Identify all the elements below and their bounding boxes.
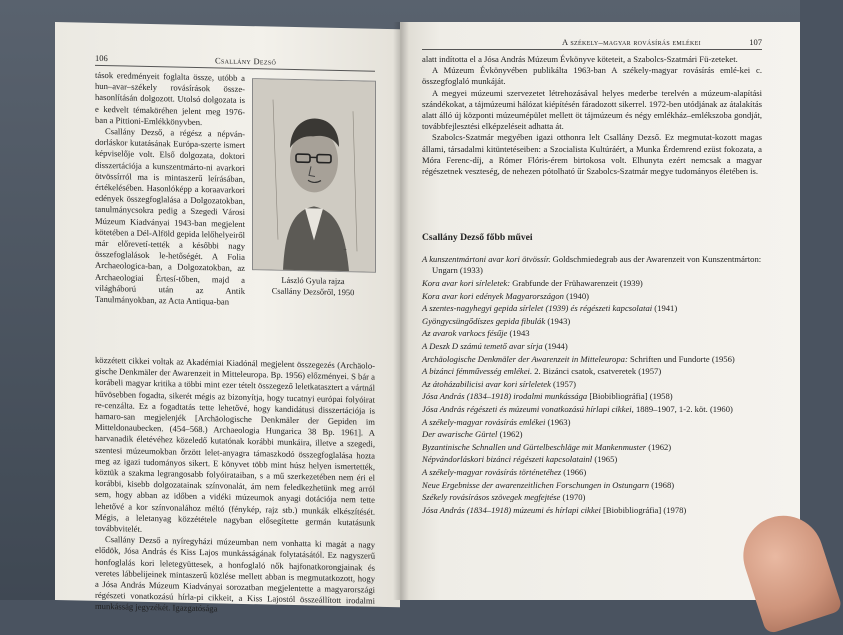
work-details: [Biobibliográfia] (1958) bbox=[587, 391, 672, 401]
works-list-item bbox=[422, 442, 767, 453]
works-list-item bbox=[422, 505, 767, 516]
portrait-drawing bbox=[252, 78, 376, 273]
work-title: Gyöngycsüngődíszes gepida fibulák bbox=[422, 316, 545, 326]
paragraph: közzétett cikkei voltak az Akadémiai Kiadónál megjelent összegezés (Archäolo-gische Denkmäler der Awarenzeit in Mitteleuropa. Bp. 1956) előzményei. S bár a korábeli magyar kritika a többi mint ezer tételt összegező leletkatasztert a vártnál hűvösebben fogadta, sikerét mégis az bizonyítja, hogy tucatnyi európai folyóirat re-cenzálta. Ez a fogadtatás tette lehetővé, hogy kandidátusi disszertációja is hamaro-san megjelenjék [Archäologische Denkmäler der Gepiden im Mitteldonaubecken. (454–568.) Archaeologia Hungarica 38 Bp. 1961]. A harvanadik életévéhez közeledő kutatónak korábbi munkáira, illetve a szegedi, szentesi múzeumokban őrzött lelet-anyagra támaszkodó összegfoglalása hozta meg az igazi tudományos sikert. E könyvet több mint húsz helyen ismertették, köztük a szakma legrangosabb folyóirataiban, s a mű szerkezetében nem éri el korábbi, kisebb dolgozatainak színvonalát, ám nem feledkezhetünk meg arról sem, hogy abban az időben a vidéki múzeumok anyagi dotációja nem tette lehetővé a kor színvonalához méltó (fénykép, rajz stb.) munkák elkészítését. Mégis, a leletanyag közzététele nagyban elősegítette germán kutatásunk továbbvitelét. bbox=[95, 355, 375, 540]
svg-text:~: ~ bbox=[343, 247, 347, 253]
work-details: (1963) bbox=[545, 417, 570, 427]
work-details: (1968) bbox=[649, 480, 674, 490]
works-list-item bbox=[422, 404, 767, 415]
work-details: (1965) bbox=[592, 454, 617, 464]
work-title: Jósa András (1834–1918) irodalmi munkássága bbox=[422, 391, 587, 401]
works-list-item bbox=[422, 417, 767, 428]
work-details: (1944) bbox=[543, 341, 568, 351]
work-details: Goldschmiedegrab aus der Awarenzeit von Kunszentmárton: Ungarn (1933) bbox=[432, 254, 761, 275]
works-list-item bbox=[422, 316, 767, 327]
paragraph: tások eredményeit foglalta össze, utóbb a hun–avar–székely rovásírások össze-hasonlításán dolgozott. Utolsó dolgozata is e kedvelt témaköréhen jelent meg 1976-ban a Pittioni-Emlékkönyvben. bbox=[95, 70, 245, 129]
work-title: A bizánci fémművesség emlékei. bbox=[422, 366, 532, 376]
work-details: (1943 bbox=[507, 328, 529, 338]
work-title: Székely rovásírásos szövegek megfejtése bbox=[422, 492, 560, 502]
work-title: Kora avar kori edények Magyarországon bbox=[422, 291, 564, 301]
works-list-item bbox=[422, 480, 767, 491]
work-details: (1940) bbox=[564, 291, 589, 301]
right-page bbox=[400, 22, 800, 600]
book-gutter bbox=[393, 22, 409, 600]
right-running-head: A székely–magyar rovásírás emlékei bbox=[562, 37, 701, 47]
paragraph: A megyei múzeumi szervezetet létrehozásával helyes mederbe terelvén a múzeum-alapítási szándékokat, a tájmúzeumi hálózat kiépítésén fáradozott sikerrel. 1972-ben utódjának az átalakítás alatt álló új központi múzeumépület mellett öt tájmúzeum és négy emlékház–emlékszoba gondját, továbbfejlesztési elképzeléseit adhatta át. bbox=[422, 88, 762, 133]
works-list-item bbox=[422, 278, 767, 289]
work-title: Az avarok varkocs fésűje bbox=[422, 328, 507, 338]
works-list-item bbox=[422, 454, 767, 465]
works-list-item bbox=[422, 429, 767, 440]
right-page-number: 107 bbox=[749, 37, 762, 47]
work-details: Schriften und Fundorte (1956) bbox=[628, 354, 735, 364]
right-page-header bbox=[422, 37, 762, 50]
work-title: Az átoházabilicisi avar kori sírleletek bbox=[422, 379, 551, 389]
works-list-item bbox=[422, 303, 767, 314]
paragraph: alatt indította el a Jósa András Múzeum Évkönyve köteteit, a Szabolcs-Szatmári Fü-zeteket. bbox=[422, 54, 762, 65]
work-title: Jósa András (1834–1918) múzeumi és hírlapi cikkei bbox=[422, 505, 601, 515]
left-column-text bbox=[95, 70, 245, 308]
works-list-item bbox=[422, 366, 767, 377]
work-title: A székely-magyar rovásírás történetéhez bbox=[422, 467, 561, 477]
works-list-item bbox=[422, 341, 767, 352]
works-list-item bbox=[422, 354, 767, 365]
work-title: Byzantinische Schnallen und Gürtelbeschläge mit Mankenmuster bbox=[422, 442, 646, 452]
left-page-number: 106 bbox=[95, 53, 108, 63]
works-list-item bbox=[422, 492, 767, 503]
left-page bbox=[55, 22, 400, 607]
works-section-title: Csallány Dezső főbb művei bbox=[422, 232, 762, 243]
left-page-header bbox=[95, 53, 375, 72]
portrait-caption bbox=[247, 274, 379, 299]
paragraph: Csallány Dezső, a régész a népván-dorláskor kutatásának Európa-szerte ismert képviselője volt. Első dolgozata, doktori disszertációja a kunszentmárto-ni avarkori ötvössírról ma is mintaszerű leírásában, értékelésében. Hasonlóképp a koraavarkori edények összegfoglalása a Dolgozatokban, tanulmánycsokra pedig a Szegedi Városi Múzeum Kiadványai 1943-ban megjelent kötetében a Dél-Alföld gepida lelőhelyeiről már előrevetí-tették a későbbi nagy összefoglalások le-hetőségét. A Folia Archaeologica-ban, a Dolgozatokban, az Archaeologiai Értesí-tőben, majd a világháború után az Antik Tanulmányokban, az Acta Antiqua-ban bbox=[95, 126, 245, 308]
work-details: 1889–1907, 1-2. köt. (1960) bbox=[634, 404, 733, 414]
work-title: Kora avar kori sírleletek: bbox=[422, 278, 510, 288]
paragraph: Szabolcs-Szatmár megyében igazi otthonra lelt Csallány Dezső. Ez megmutat-kozott magas állami, társadalmi kitüntetéseiben: a Szocialista Kultúráért, a Munka Érdemrend ezüst fokozata, a Móra Ferenc-díj, a Rómer Flóris-érem birtokosa volt. Elhunyta ezért nemcsak a magyar régészetnek veszteség, de nehezen pótolható űr Szabolcs-Szatmár megye tudományos életében is. bbox=[422, 132, 762, 177]
work-details: (1966) bbox=[561, 467, 586, 477]
work-details: (1957) bbox=[551, 379, 576, 389]
work-title: Der awarische Gürtel bbox=[422, 429, 497, 439]
work-details: Grabfunde der Frühawarenzeit (1939) bbox=[510, 278, 643, 288]
work-title: Jósa András régészeti és múzeumi vonatkozású hírlapi cikkei, bbox=[422, 404, 634, 414]
works-list-item bbox=[422, 254, 767, 277]
work-details: (1962) bbox=[497, 429, 522, 439]
works-list-item bbox=[422, 467, 767, 478]
works-list-item bbox=[422, 379, 767, 390]
works-list bbox=[422, 254, 767, 517]
work-details: [Biobibliográfia] (1978) bbox=[601, 505, 686, 515]
work-title: Népvándorláskori bizánci régészeti kapcsolatainl bbox=[422, 454, 592, 464]
caption-line: László Gyula rajza bbox=[247, 274, 379, 288]
work-title: A Deszk D számú temető avar sírja bbox=[422, 341, 543, 351]
paragraph: A Múzeum Évkönyvében publikálta 1963-ban A székely-magyar rovásírás emlé-kei c. összegfoglaló munkáját. bbox=[422, 65, 762, 87]
work-title: Neue Ergebnisse der awarenzeitlichen Forschungen in Ostungarn bbox=[422, 480, 649, 490]
paragraph: Csallány Dezső a nyíregyházi múzeumban nem vonhatta ki magát a nagy elődök, Jósa András és Kiss Lajos munkásságának folytatásától. Ez nagyszerű honfoglalás kori leletegyüttesek, a honfoglaló nők hajfonatkorongjainak és veretes lábbelijeinek mintaszerű közlése mellett abban is megmutatkozott, hogy a Jósa András Múzeum Kiadványai sorozatban megjelentette a magyarországi régészeti vonatkozású hírla-pi cikkeit, a Kiss Lajostól összeállított irodalmi munkásság jegyzékét. Igazgatósága bbox=[95, 534, 375, 618]
work-details: (1943) bbox=[545, 316, 570, 326]
work-title: Archäologische Denkmäler der Awarenzeit in Mitteleuropa: bbox=[422, 354, 628, 364]
right-body-text bbox=[422, 54, 762, 177]
open-book bbox=[55, 22, 800, 600]
works-list-item bbox=[422, 391, 767, 402]
work-details: (1962) bbox=[646, 442, 671, 452]
work-title: A szentes-nagyhegyi gepida sírlelet (1939) és régészeti kapcsolatai bbox=[422, 303, 652, 313]
work-details: 2. Bizánci csatok, csatveretek (1957) bbox=[532, 366, 661, 376]
works-list-item bbox=[422, 328, 767, 339]
caption-line: Csallány Dezsőről, 1950 bbox=[247, 285, 379, 299]
left-full-width-text bbox=[95, 355, 375, 619]
works-list-item bbox=[422, 291, 767, 302]
work-details: (1941) bbox=[652, 303, 677, 313]
work-title: A kunszentmártoni avar kori ötvössír. bbox=[422, 254, 551, 264]
work-title: A székely-magyar rovásírás emlékei bbox=[422, 417, 545, 427]
left-running-head: Csallány Dezső bbox=[215, 55, 276, 66]
work-details: (1970) bbox=[560, 492, 585, 502]
